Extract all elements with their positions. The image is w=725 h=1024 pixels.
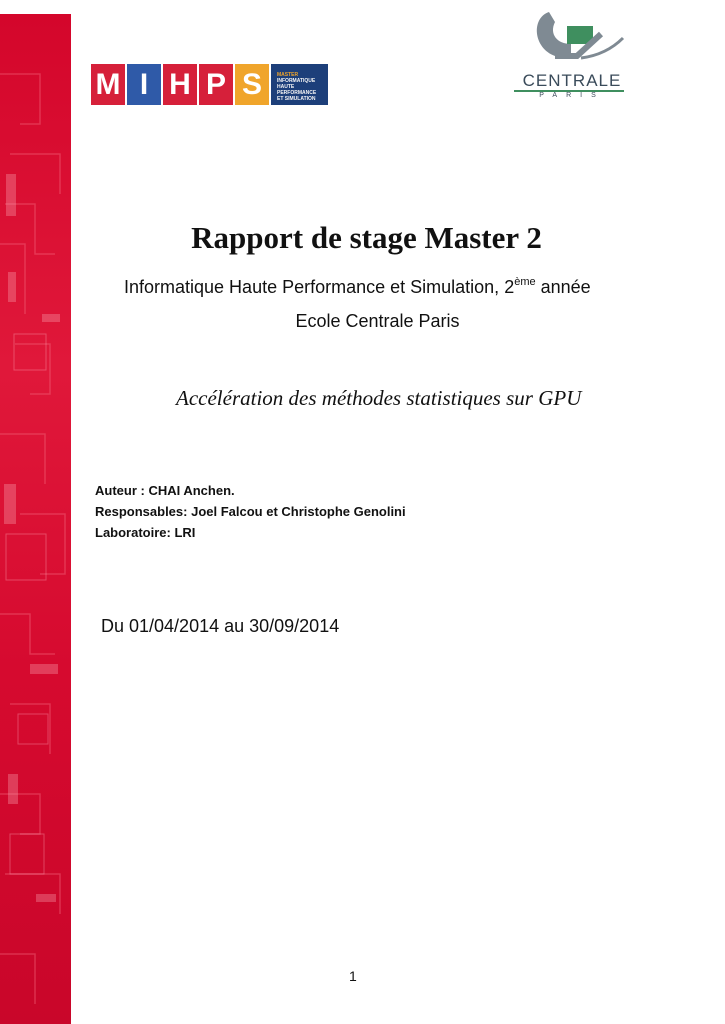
mihps-tagline-line: INFORMATIQUE: [277, 78, 316, 84]
subtitle-end: année: [535, 277, 591, 297]
mihps-tagline: [271, 64, 328, 105]
mihps-letter-h: H: [163, 64, 197, 105]
mihps-letter-s: S: [235, 64, 269, 105]
centrale-emblem-icon: [511, 4, 633, 74]
centrale-city: PARIS: [539, 92, 605, 99]
mihps-letter-m: M: [91, 64, 125, 105]
laboratory-line: Laboratoire: LRI: [95, 525, 196, 540]
mihps-logo: [91, 64, 328, 105]
program-subtitle: [124, 276, 591, 298]
mihps-tagline-line: ET SIMULATION: [277, 96, 316, 102]
internship-dates: Du 01/04/2014 au 30/09/2014: [101, 616, 340, 636]
mihps-letter-i: I: [127, 64, 161, 105]
subtitle-main: Informatique Haute Performance et Simulation, 2: [124, 277, 515, 297]
circuit-pattern-graphic: [0, 14, 71, 1024]
page-number: 1: [349, 968, 357, 984]
mihps-tagline-line: HAUTE: [277, 84, 295, 90]
supervisors-line: Responsables: Joel Falcou et Christophe Genolini: [95, 504, 406, 519]
internship-topic: Accélération des méthodes statistiques sur GPU: [176, 386, 582, 410]
mihps-tagline-line: MASTER: [277, 72, 299, 78]
author-line: Auteur : CHAI Anchen.: [95, 483, 235, 498]
author-info-block: [95, 480, 406, 543]
centrale-name: CENTRALE: [522, 71, 622, 90]
mihps-tagline-line: PERFORMANCE: [277, 90, 317, 96]
mihps-letter-p: P: [199, 64, 233, 105]
centrale-paris-logo: [511, 4, 633, 107]
document-title: Rapport de stage Master 2: [191, 220, 542, 255]
school-name: Ecole Centrale Paris: [295, 311, 460, 331]
decorative-side-band: [0, 14, 71, 1024]
subtitle-superscript: ème: [514, 276, 536, 288]
